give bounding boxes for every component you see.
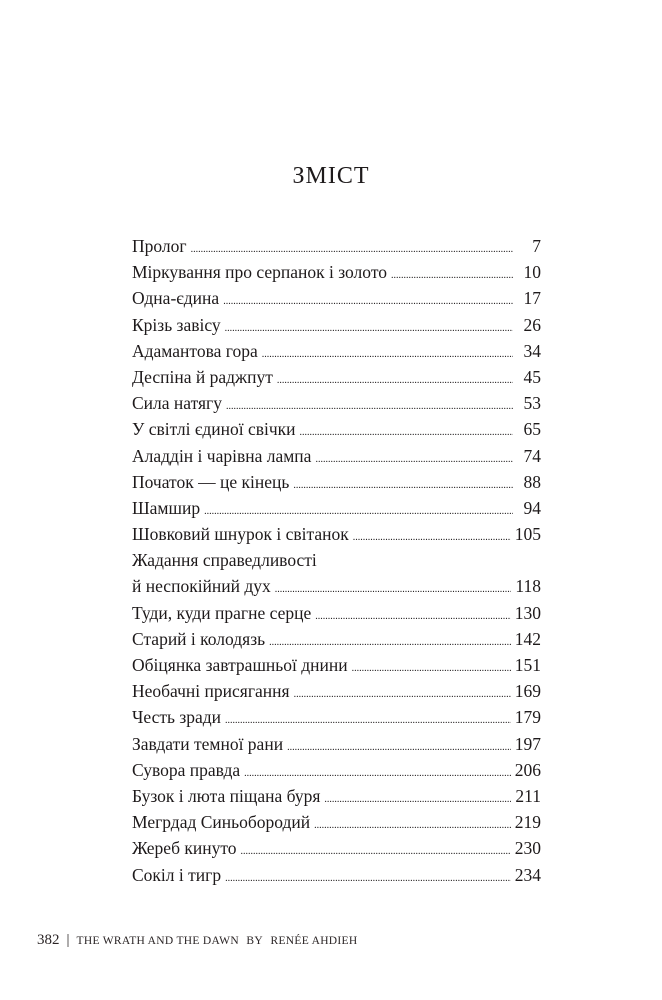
- toc-entry-title: Необачні присягання: [132, 681, 290, 702]
- toc-entry: [132, 626, 541, 652]
- toc-entry-title: Бузок і люта піщана буря: [132, 785, 321, 806]
- toc-entry-title: Обіцянка завтрашньої днини: [132, 655, 348, 676]
- toc-entry-page-number: 65: [523, 419, 541, 440]
- toc-heading: ЗМІСТ: [292, 163, 370, 189]
- toc-entry-title: й неспокійний дух: [132, 576, 271, 597]
- footer-by: BY: [246, 935, 263, 947]
- footer-book-title: THE WRATH AND THE DAWN: [76, 935, 239, 947]
- toc-list: [132, 233, 541, 888]
- toc-dot-leader: [391, 263, 513, 289]
- toc-entry-title: Шовковий шнурок і світанок: [132, 524, 349, 545]
- toc-entry-page-number: 53: [523, 393, 541, 414]
- toc-dot-leader: [262, 342, 513, 368]
- toc-entry-page-number: 45: [523, 366, 541, 387]
- toc-entry-page-number: 230: [514, 838, 541, 859]
- toc-entry-page-number: 151: [514, 655, 541, 676]
- toc-entry: [132, 416, 541, 442]
- toc-entry: [132, 443, 541, 469]
- toc-entry: [132, 285, 541, 311]
- toc-entry: [132, 338, 541, 364]
- toc-dot-leader: [287, 735, 511, 761]
- toc-dot-leader: [315, 447, 513, 473]
- toc-entry-page-number: 105: [514, 524, 541, 545]
- toc-dot-leader: [293, 473, 513, 499]
- toc-entry: [132, 469, 541, 495]
- toc-dot-leader: [300, 420, 513, 446]
- toc-entry-page-number: 10: [523, 262, 541, 283]
- toc-entry: [132, 809, 541, 835]
- toc-entry: [132, 600, 541, 626]
- toc-entry-title: Крізь завісу: [132, 314, 221, 335]
- toc-dot-leader: [225, 866, 511, 892]
- toc-entry-page-number: 94: [523, 497, 541, 518]
- toc-entry-title: Честь зради: [132, 707, 222, 728]
- toc-entry: [132, 862, 541, 888]
- toc-entry-page-number: 88: [523, 471, 541, 492]
- toc-dot-leader: [294, 682, 511, 708]
- footer-author: RENÉE AHDIEH: [270, 935, 358, 947]
- toc-entry-title: Туди, куди прагне серце: [132, 602, 312, 623]
- toc-entry-page-number: 197: [514, 733, 541, 754]
- toc-entry-title: Пролог: [132, 236, 187, 256]
- toc-entry-title: Сувора правда: [132, 759, 241, 780]
- toc-entry-title: Шамшир: [132, 497, 201, 518]
- toc-entry-page-number: 142: [514, 628, 541, 649]
- toc-entry-page-number: 219: [514, 812, 541, 833]
- toc-entry: [132, 731, 541, 757]
- toc-entry-page-number: 118: [515, 576, 541, 597]
- toc-entry: [132, 521, 541, 547]
- toc-entry-title: Сила натягу: [132, 393, 222, 414]
- toc-entry-page-number: 211: [515, 785, 541, 806]
- footer-separator: |: [66, 932, 70, 948]
- toc-entry: [132, 783, 541, 809]
- toc-entry: [132, 835, 541, 861]
- toc-entry-page-number: 17: [523, 288, 541, 309]
- toc-entry-title: Адамантова гора: [132, 340, 258, 361]
- toc-entry-title: У світлі єдиної свічки: [132, 419, 296, 440]
- toc-entry-title: Жереб кинуто: [132, 838, 237, 859]
- toc-dot-leader: [277, 368, 513, 394]
- toc-entry: [132, 757, 541, 783]
- toc-entry-page-number: 169: [514, 681, 541, 702]
- toc-entry: [132, 547, 541, 599]
- toc-entry: [132, 652, 541, 678]
- toc-dot-leader: [241, 839, 511, 865]
- toc-entry-page-number: 130: [514, 602, 541, 623]
- toc-entry-page-number: 74: [523, 445, 541, 466]
- toc-dot-leader: [352, 656, 511, 682]
- toc-entry-title: Початок — це кінець: [132, 471, 290, 492]
- toc-entry-page-number: 34: [523, 340, 541, 361]
- page-footer: [37, 932, 357, 949]
- toc-entry: [132, 233, 541, 259]
- toc-entry: [132, 390, 541, 416]
- toc-entry: [132, 312, 541, 338]
- toc-dot-leader: [225, 316, 513, 342]
- toc-dot-leader: [315, 604, 511, 630]
- toc-entry-title-line1: Жадання справедливості: [132, 550, 317, 571]
- toc-entry-page-number: 206: [514, 759, 541, 780]
- toc-entry: [132, 495, 541, 521]
- toc-entry-page-number: 7: [532, 236, 541, 256]
- toc-entry: [132, 704, 541, 730]
- toc-entry-page-number: 179: [514, 707, 541, 728]
- toc-entry-title: Старий і колодязь: [132, 628, 266, 649]
- toc-entry-title: Деспіна й раджпут: [132, 366, 273, 387]
- toc-entry: [132, 259, 541, 285]
- toc-dot-leader: [314, 813, 511, 839]
- footer-page-number: 382: [37, 932, 60, 948]
- toc-entry-title: Мегрдад Синьобородий: [132, 812, 311, 833]
- toc-entry-title: Аладдін і чарівна лампа: [132, 445, 312, 466]
- toc-entry-title: Завдати темної рани: [132, 733, 284, 754]
- toc-entry-title: Одна-єдина: [132, 288, 220, 309]
- toc-entry-page-number: 234: [514, 864, 541, 885]
- toc-entry-page-number: 26: [523, 314, 541, 335]
- toc-entry-title: Міркування про серпанок і золото: [132, 262, 387, 283]
- toc-entry: [132, 364, 541, 390]
- toc-entry-title: Сокіл і тигр: [132, 864, 222, 885]
- toc-dot-leader: [223, 289, 513, 315]
- toc-dot-leader: [324, 787, 511, 813]
- toc-entry: [132, 678, 541, 704]
